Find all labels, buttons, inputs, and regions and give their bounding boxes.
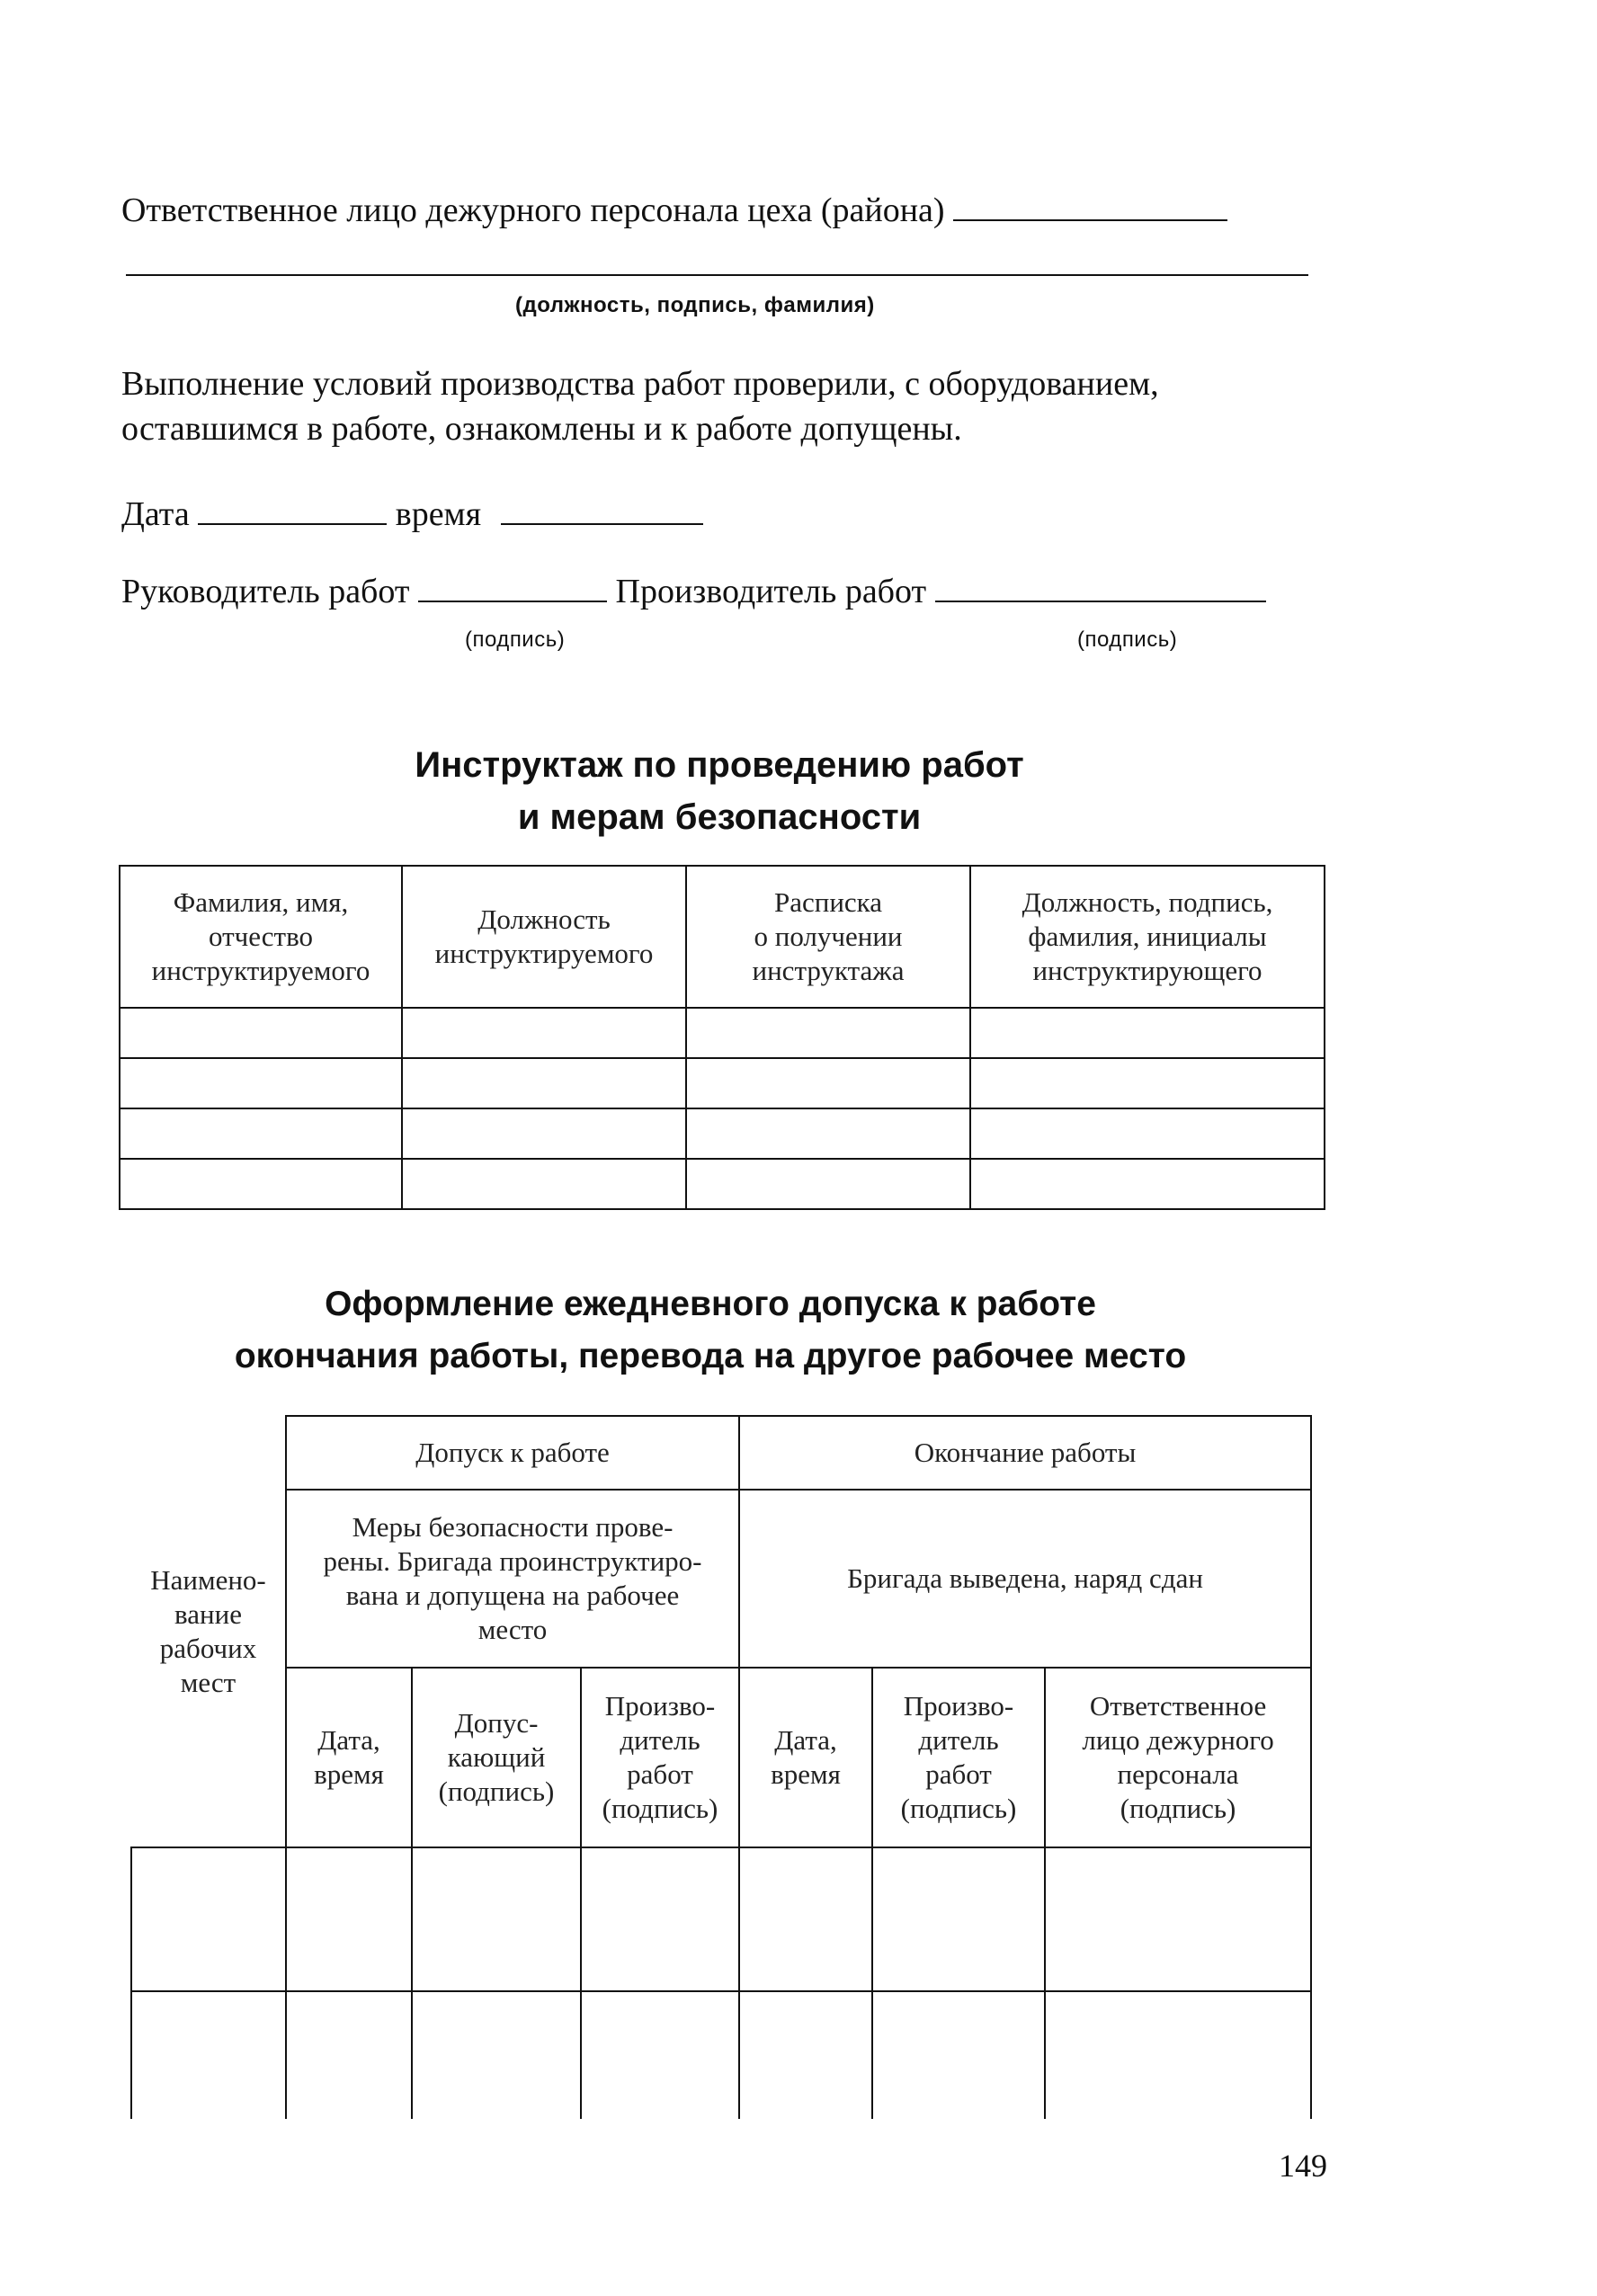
time-label: время bbox=[395, 495, 482, 533]
date-blank[interactable] bbox=[198, 522, 387, 525]
producer-label: Производитель работ bbox=[615, 573, 927, 610]
briefing-title-line1: Инструктаж по проведению работ bbox=[415, 745, 1024, 785]
responsible-caption: (должность, подпись, фамилия) bbox=[515, 293, 875, 317]
daily-header-row1 bbox=[131, 1416, 1311, 1490]
daily-sub-col-end-date: Дата, время bbox=[739, 1668, 872, 1847]
responsible-blank[interactable] bbox=[953, 218, 1227, 221]
table-row[interactable] bbox=[120, 1058, 1325, 1108]
daily-header-row2 bbox=[131, 1490, 1311, 1668]
daily-title-line1: Оформление ежедневного допуска к работе bbox=[325, 1285, 1096, 1323]
responsible-second-line[interactable] bbox=[126, 274, 1308, 276]
time-blank[interactable] bbox=[501, 522, 703, 525]
briefing-title-line2: и мерам безопасности bbox=[517, 797, 922, 837]
briefing-header-row bbox=[120, 866, 1325, 1008]
manager-blank[interactable] bbox=[418, 600, 607, 602]
daily-sub-col-producer: Произво- дитель работ (подпись) bbox=[581, 1668, 739, 1847]
table-row[interactable] bbox=[131, 1847, 1311, 1991]
briefing-title bbox=[0, 739, 1439, 843]
daily-completion-note: Бригада выведена, наряд сдан bbox=[739, 1490, 1311, 1668]
daily-col-workplace: Наимено- вание рабочих мест bbox=[131, 1416, 286, 1847]
table-row[interactable] bbox=[120, 1108, 1325, 1159]
signatures-line bbox=[121, 572, 1266, 611]
table-row[interactable] bbox=[120, 1159, 1325, 1209]
conditions-line1: Выполнение условий производства работ проверили, с оборудованием, bbox=[121, 365, 1159, 403]
daily-title bbox=[0, 1278, 1421, 1383]
table-row[interactable] bbox=[131, 1991, 1311, 2119]
page-number: 149 bbox=[1279, 2148, 1327, 2184]
briefing-col-instructor: Должность, подпись, фамилия, инициалы инструктирующего bbox=[970, 866, 1325, 1008]
producer-blank[interactable] bbox=[935, 600, 1266, 602]
conditions-line2: оставшимся в работе, ознакомлены и к работе допущены. bbox=[121, 410, 962, 448]
daily-table bbox=[130, 1415, 1312, 2119]
briefing-table bbox=[119, 865, 1325, 1210]
producer-caption: (подпись) bbox=[1077, 627, 1178, 652]
briefing-col-position: Должность инструктируемого bbox=[402, 866, 686, 1008]
date-time-line bbox=[121, 494, 703, 534]
briefing-col-name: Фамилия, имя, отчество инструктируемого bbox=[120, 866, 402, 1008]
table-row[interactable] bbox=[120, 1008, 1325, 1058]
daily-header-row3 bbox=[131, 1668, 1311, 1847]
daily-sub-col-duty: Ответственное лицо дежурного персонала (подпись) bbox=[1045, 1668, 1311, 1847]
daily-sub-col-end-producer: Произво- дитель работ (подпись) bbox=[872, 1668, 1045, 1847]
daily-completion-header: Окончание работы bbox=[739, 1416, 1311, 1490]
briefing-col-receipt: Расписка о получении инструктажа bbox=[686, 866, 970, 1008]
daily-title-line2: окончания работы, перевода на другое рабочее место bbox=[234, 1337, 1187, 1375]
manager-label: Руководитель работ bbox=[121, 573, 410, 610]
daily-admission-header: Допуск к работе bbox=[286, 1416, 739, 1490]
daily-admission-note: Меры безопасности прове- рены. Бригада проинструктиро- вана и допущена на рабочее место bbox=[286, 1490, 739, 1668]
daily-sub-col-admitter: Допус- кающий (подпись) bbox=[412, 1668, 581, 1847]
responsible-line bbox=[121, 191, 1227, 230]
daily-sub-col-date: Дата, время bbox=[286, 1668, 412, 1847]
manager-caption: (подпись) bbox=[465, 627, 566, 652]
responsible-label: Ответственное лицо дежурного персонала цеха (района) bbox=[121, 191, 945, 229]
date-label: Дата bbox=[121, 495, 190, 533]
